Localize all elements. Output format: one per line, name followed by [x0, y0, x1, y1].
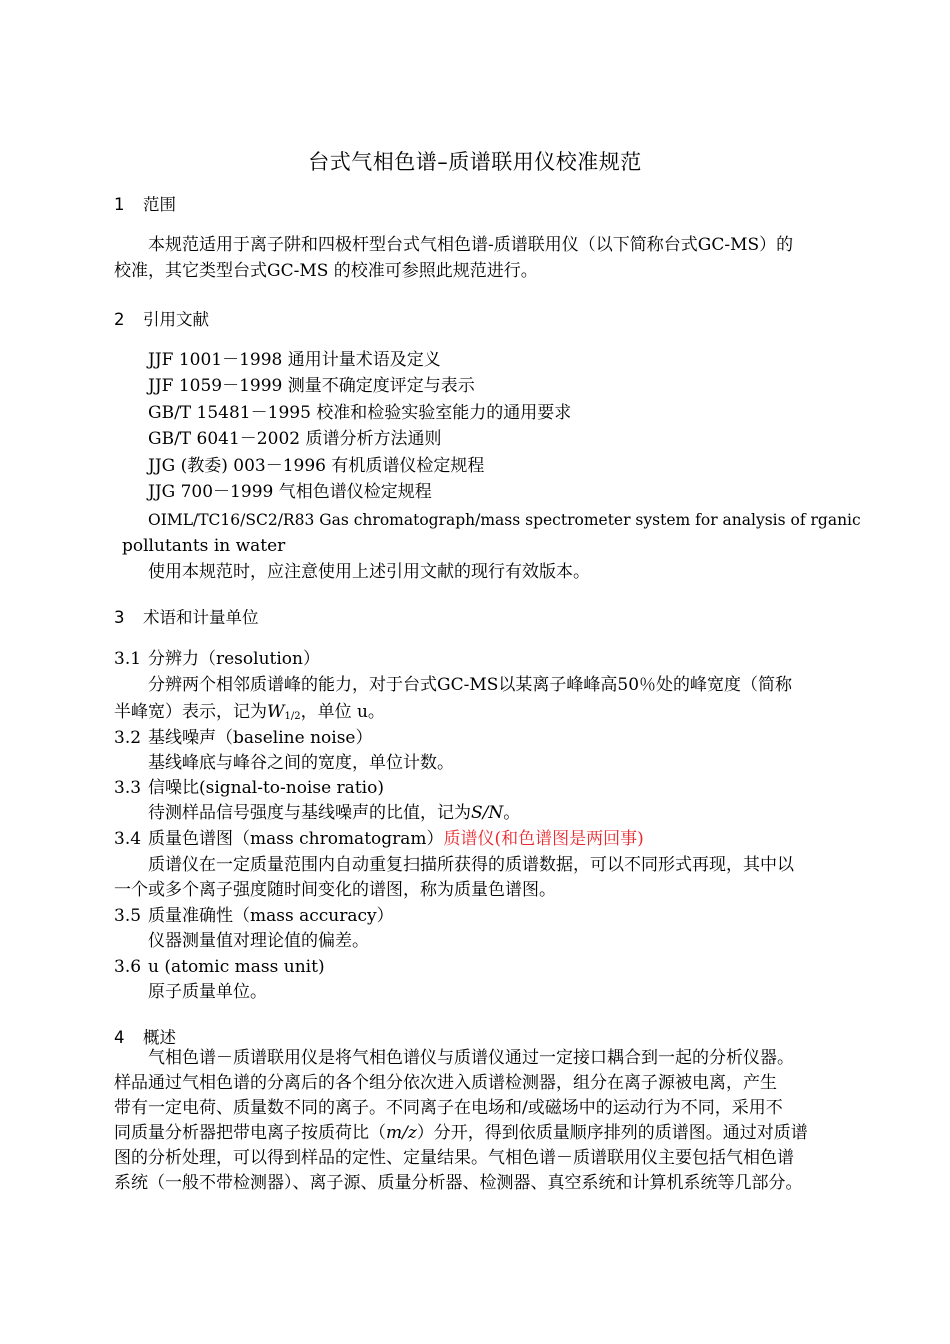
- section-1-heading: [114, 191, 176, 215]
- term-number: 3.5: [114, 906, 142, 926]
- term-name: 基线噪声（baseline noise）: [148, 728, 373, 748]
- reference-item: GB/T 6041－2002 质谱分析方法通则: [148, 429, 442, 449]
- section-title: 范围: [143, 195, 176, 214]
- term-name: u (atomic mass unit): [148, 957, 325, 977]
- term-definition: [114, 702, 385, 727]
- term-number: 3.3: [114, 778, 142, 798]
- paragraph-line: 系统（一般不带检测器）、离子源、质量分析器、检测器、真空系统和计算机系统等几部分。: [114, 1173, 803, 1193]
- text-run: 。: [503, 803, 521, 823]
- section-3-heading: [114, 604, 259, 628]
- symbol-subscript: 1/2: [284, 711, 301, 722]
- term-definition: 仪器测量值对理论值的偏差。: [148, 931, 369, 951]
- reference-item-continuation: pollutants in water: [122, 536, 286, 556]
- term-name: 信噪比(signal-to-noise ratio): [148, 778, 384, 798]
- text-run: 待测样品信号强度与基线噪声的比值，记为: [148, 803, 471, 823]
- text-run: ，单位 u。: [300, 702, 385, 722]
- section-number: 2: [114, 310, 125, 329]
- term-definition: 分辨两个相邻质谱峰的能力，对于台式GC-MS以某离子峰峰高50％处的峰宽度（简称: [148, 675, 793, 695]
- reference-item: JJF 1001－1998 通用计量术语及定义: [148, 350, 441, 370]
- term-number: 3.6: [114, 957, 142, 977]
- section-4-heading: [114, 1024, 176, 1048]
- section-number: 4: [114, 1028, 125, 1047]
- section-2-heading: [114, 306, 209, 330]
- term-heading: [114, 906, 394, 926]
- term-definition: [148, 803, 520, 823]
- symbol: S/N: [471, 803, 504, 823]
- paragraph-line: 校准，其它类型台式GC-MS 的校准可参照此规范进行。: [114, 261, 538, 281]
- paragraph-line: 图的分析处理，可以得到样品的定性、定量结果。气相色谱－质谱联用仪主要包括气相色谱: [114, 1148, 794, 1168]
- term-heading: [114, 649, 320, 669]
- section-title: 引用文献: [143, 310, 209, 329]
- term-definition: 质谱仪在一定质量范围内自动重复扫描所获得的质谱数据，可以不同形式再现，其中以: [148, 855, 794, 875]
- text-run: ）分开，得到依质量顺序排列的质谱图。通过对质谱: [416, 1123, 808, 1143]
- term-number: 3.4: [114, 829, 142, 849]
- term-heading: [114, 829, 644, 849]
- document-title: 台式气相色谱–质谱联用仪校准规范: [308, 150, 642, 174]
- term-number: 3.1: [114, 649, 142, 669]
- term-heading: [114, 778, 384, 798]
- term-name: 分辨力（resolution）: [148, 649, 320, 669]
- section-title: 概述: [143, 1028, 176, 1047]
- paragraph-line: 本规范适用于离子阱和四极杆型台式气相色谱-质谱联用仪（以下简称台式GC-MS）的: [148, 235, 794, 255]
- term-heading: [114, 957, 325, 977]
- section-title: 术语和计量单位: [143, 608, 259, 627]
- paragraph-line: 样品通过气相色谱的分离后的各个组分依次进入质谱检测器，组分在离子源被电离，产生: [114, 1073, 777, 1093]
- term-name: 质量色谱图（mass chromatogram）: [148, 829, 444, 849]
- paragraph-line: 使用本规范时，应注意使用上述引用文献的现行有效版本。: [148, 562, 590, 582]
- paragraph-line: 带有一定电荷、质量数不同的离子。不同离子在电场和/或磁场中的运动行为不同，采用不: [114, 1098, 783, 1118]
- reference-item: JJG (教委) 003－1996 有机质谱仪检定规程: [148, 456, 485, 476]
- term-number: 3.2: [114, 728, 142, 748]
- red-annotation: 质谱仪(和色谱图是两回事): [443, 829, 644, 849]
- reference-item: OIML/TC16/SC2/R83 Gas chromatograph/mass spectrometer system for analysis of rganic: [148, 511, 861, 529]
- symbol: W: [267, 702, 285, 722]
- section-number: 1: [114, 195, 125, 214]
- term-definition: 一个或多个离子强度随时间变化的谱图，称为质量色谱图。: [114, 880, 556, 900]
- term-name: 质量准确性（mass accuracy）: [148, 906, 394, 926]
- reference-item: GB/T 15481－1995 校准和检验实验室能力的通用要求: [148, 403, 572, 423]
- text-run: 同质量分析器把带电离子按质荷比（: [114, 1123, 386, 1143]
- symbol: m/z: [386, 1123, 417, 1143]
- term-heading: [114, 728, 373, 748]
- section-number: 3: [114, 608, 125, 627]
- term-definition: 原子质量单位。: [148, 982, 267, 1002]
- paragraph-line: [114, 1123, 808, 1143]
- text-run: 半峰宽）表示，记为: [114, 702, 267, 722]
- term-definition: 基线峰底与峰谷之间的宽度，单位计数。: [148, 753, 454, 773]
- reference-item: JJF 1059－1999 测量不确定度评定与表示: [148, 376, 475, 396]
- paragraph-line: 气相色谱－质谱联用仪是将气相色谱仪与质谱仪通过一定接口耦合到一起的分析仪器。: [148, 1048, 794, 1068]
- reference-item: JJG 700－1999 气相色谱仪检定规程: [148, 482, 432, 502]
